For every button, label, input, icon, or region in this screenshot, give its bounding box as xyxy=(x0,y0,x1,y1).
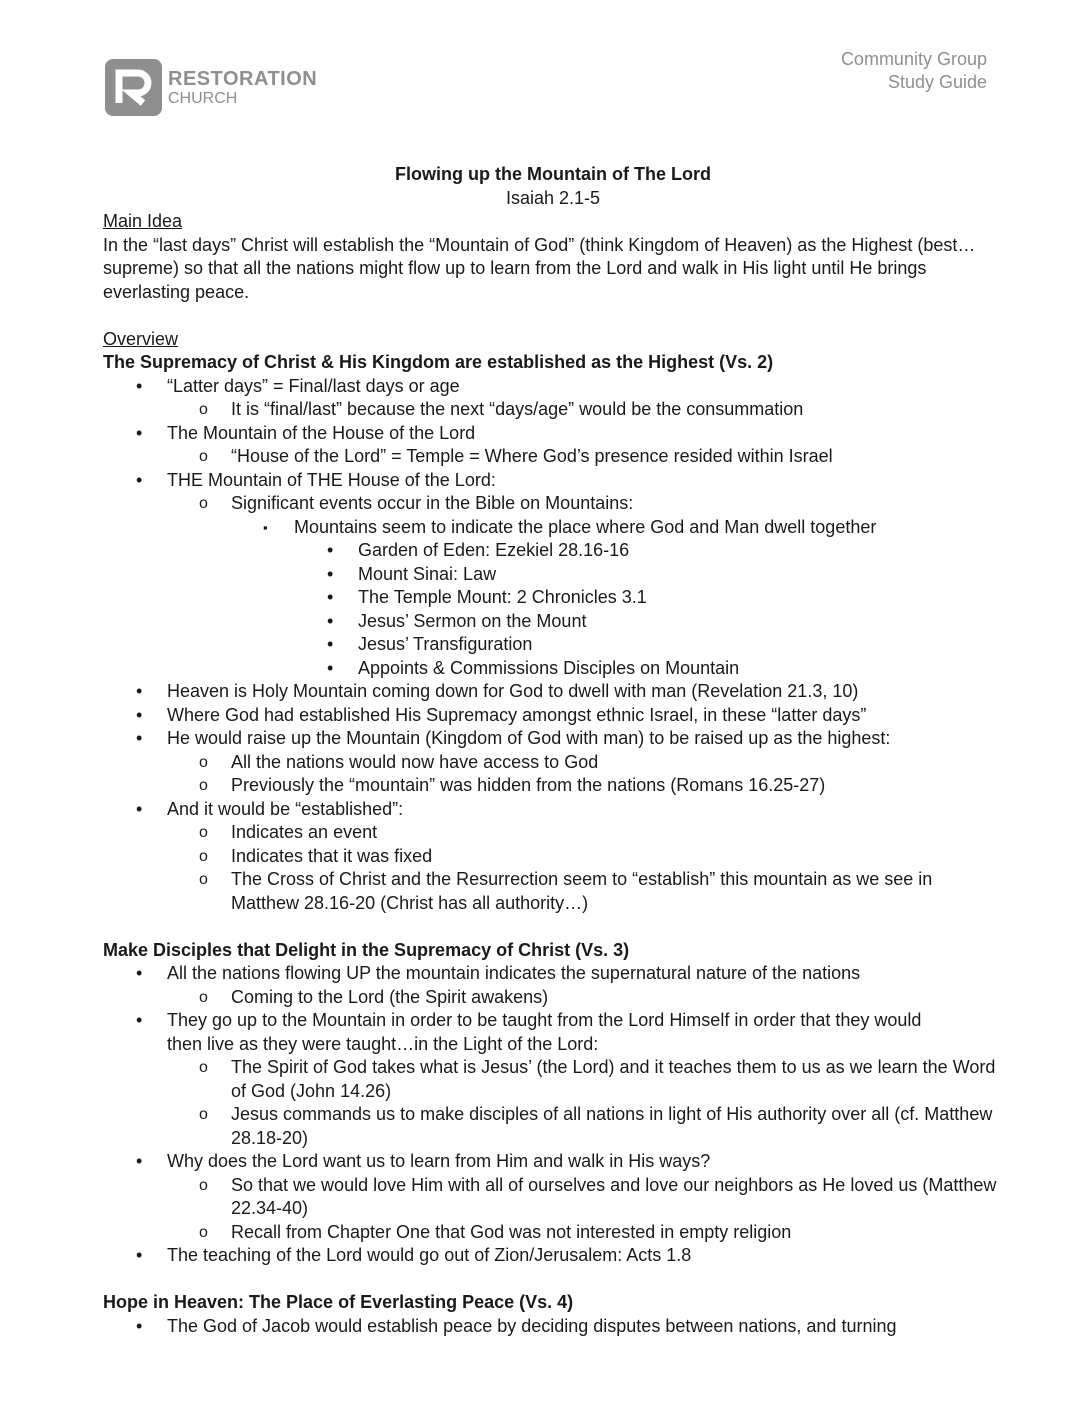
main-idea-text: In the “last days” Christ will establish the “Mountain of God” (think Kingdom of Heaven) as the Highest (best…supreme) so that all the nations might flow up to learn from the Lord and walk in His light until He brings everlasting peace. xyxy=(103,234,976,302)
list-item: o The Spirit of God takes what is Jesus’ (the Lord) and it teaches them to us as we learn the Word of God (John 14.26) xyxy=(103,1056,1003,1103)
list-item: • “Latter days” = Final/last days or age xyxy=(103,375,1003,399)
section-list xyxy=(103,962,1003,1268)
list-item: o The Cross of Christ and the Resurrection seem to “establish” this mountain as we see in Matthew 28.16-20 (Christ has all authority…) xyxy=(103,868,946,915)
list-item: • Mount Sinai: Law xyxy=(103,563,1003,587)
overview-heading: Overview xyxy=(103,328,179,349)
list-item: • Jesus’ Transfiguration xyxy=(103,633,1003,657)
list-item: • He would raise up the Mountain (Kingdom of God with man) to be raised up as the highest: xyxy=(103,727,1003,751)
list-item: • The teaching of the Lord would go out of Zion/Jerusalem: Acts 1.8 xyxy=(103,1244,1003,1268)
list-item: • The God of Jacob would establish peace by deciding disputes between nations, and turning xyxy=(103,1315,1003,1339)
section-list xyxy=(103,375,1003,916)
list-item: o Coming to the Lord (the Spirit awakens) xyxy=(103,986,1003,1010)
list-item: o Indicates that it was fixed xyxy=(103,845,1003,869)
list-item: o So that we would love Him with all of ourselves and love our neighbors as He loved us (Matthew 22.34-40) xyxy=(103,1174,1003,1221)
section-heading: The Supremacy of Christ & His Kingdom are established as the Highest (Vs. 2) xyxy=(103,352,774,372)
list-item: • All the nations flowing UP the mountain indicates the supernatural nature of the nations xyxy=(103,962,1003,986)
list-item: • Appoints & Commissions Disciples on Mountain xyxy=(103,657,1003,681)
list-item: o All the nations would now have access to God xyxy=(103,751,1003,775)
list-item: • Heaven is Holy Mountain coming down for God to dwell with man (Revelation 21.3, 10) xyxy=(103,680,1003,704)
list-item: o Previously the “mountain” was hidden from the nations (Romans 16.25-27) xyxy=(103,774,1003,798)
list-item: • Where God had established His Supremacy amongst ethnic Israel, in these “latter days” xyxy=(103,704,1003,728)
list-item: o Indicates an event xyxy=(103,821,1003,845)
list-item: o Recall from Chapter One that God was not interested in empty religion xyxy=(103,1221,1003,1245)
section-heading: Make Disciples that Delight in the Supremacy of Christ (Vs. 3) xyxy=(103,939,630,960)
list-item: • They go up to the Mountain in order to be taught from the Lord Himself in order that they would then live as they were taught…in the Light of the Lord: xyxy=(103,1009,947,1056)
list-item: • The Mountain of the House of the Lord xyxy=(103,422,1003,446)
list-item: o It is “final/last” because the next “days/age” would be the consummation xyxy=(103,398,1003,422)
church-logo xyxy=(105,59,317,116)
main-idea-heading: Main Idea xyxy=(103,211,183,231)
list-item: • Garden of Eden: Ezekiel 28.16-16 xyxy=(103,539,1003,563)
list-item: ▪ Mountains seem to indicate the place where God and Man dwell together xyxy=(103,516,1003,540)
logo-r-icon xyxy=(105,59,162,116)
study-guide-body xyxy=(103,163,1003,1338)
logo-name: RESTORATION xyxy=(168,67,318,90)
list-item: o Jesus commands us to make disciples of all nations in light of His authority over all (cf. Matthew 28.18-20) xyxy=(103,1103,1003,1150)
list-item: • And it would be “established”: xyxy=(103,798,1003,822)
doc-title: Flowing up the Mountain of The Lord xyxy=(395,164,711,184)
list-item: o Significant events occur in the Bible on Mountains: xyxy=(103,492,1003,516)
list-item: o “House of the Lord” = Temple = Where God’s presence resided within Israel xyxy=(103,445,1003,469)
list-item: • The Temple Mount: 2 Chronicles 3.1 xyxy=(103,586,1003,610)
guide-label: Community Group Study Guide xyxy=(840,49,987,92)
section-list xyxy=(103,1315,1003,1339)
list-item: • Why does the Lord want us to learn from Him and walk in His ways? xyxy=(103,1150,1003,1174)
doc-subtitle: Isaiah 2.1-5 xyxy=(505,187,601,208)
section-heading: Hope in Heaven: The Place of Everlasting Peace (Vs. 4) xyxy=(103,1292,574,1312)
logo-subname: CHURCH xyxy=(168,89,238,107)
list-item: • Jesus’ Sermon on the Mount xyxy=(103,610,1003,634)
list-item: • THE Mountain of THE House of the Lord: xyxy=(103,469,1003,493)
